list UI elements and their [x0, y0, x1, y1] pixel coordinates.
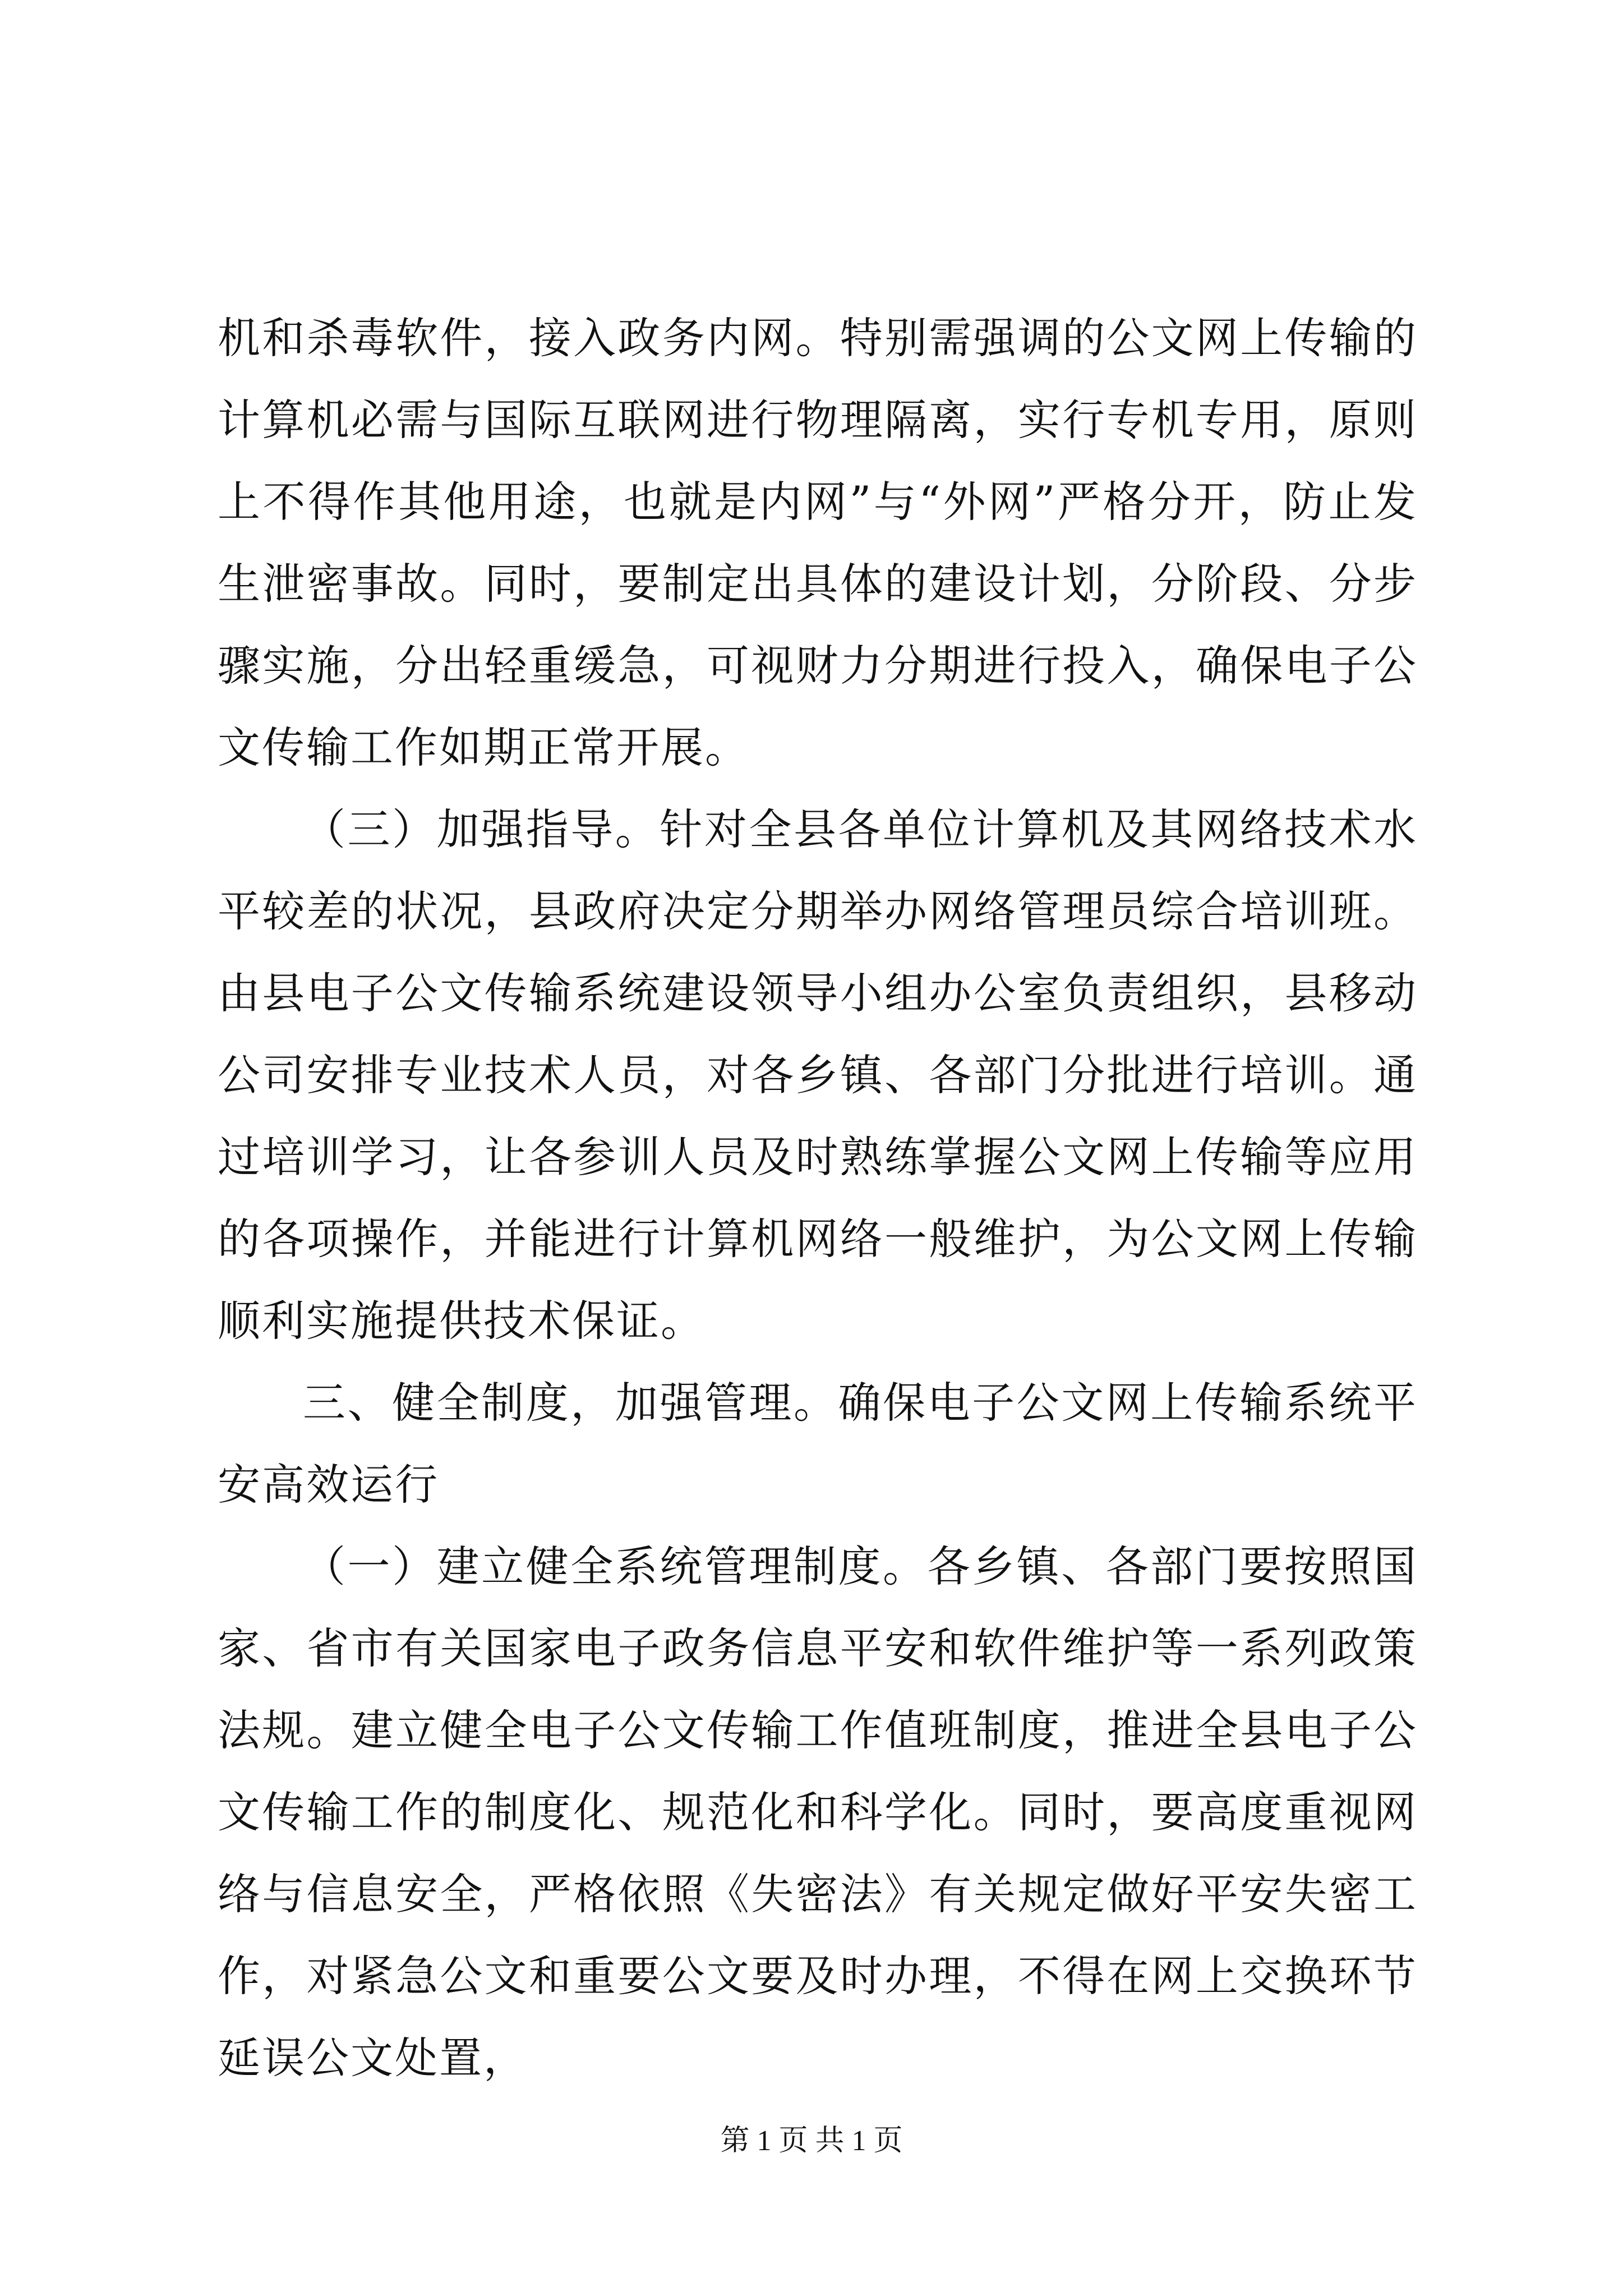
paragraph-2: （三）加强指导。针对全县各单位计算机及其网络技术水平较差的状况，县政府决定分期举办网络管理员综合培训班。由县电子公文传输系统建设领导小组办公室负责组织，县移动公司安排专业技术人员，对各乡镇、各部门分批进行培训。通过培训学习，让各参训人员及时熟练掌握公文网上传输等应用的各项操作，并能进行计算机网络一般维护，为公文网上传输顺利实施提供技术保证。: [218, 804, 1418, 1346]
page-footer: 第 1 页 共 1 页: [720, 2125, 903, 2157]
paragraph-3: 三、健全制度，加强管理。确保电子公文网上传输系统平安高效运行: [218, 1378, 1418, 1510]
paragraph-1: 机和杀毒软件，接入政务内网。特别需强调的公文网上传输的计算机必需与国际互联网进行物理隔离，实行专机专用，原则上不得作其他用途，也就是内网”与“外网”严格分开，防止发生泄密事故。同时，要制定出具体的建设计划，分阶段、分步骤实施，分出轻重缓急，可视财力分期进行投入，确保电子公文传输工作如期正常开展。: [218, 313, 1418, 772]
document-body: [218, 297, 1418, 2099]
paragraph-4: （一）建立健全系统管理制度。各乡镇、各部门要按照国家、省市有关国家电子政务信息平安和软件维护等一系列政策法规。建立健全电子公文传输工作值班制度，推进全县电子公文传输工作的制度化、规范化和科学化。同时，要高度重视网络与信息安全，严格依照《失密法》有关规定做好平安失密工作，对紧急公文和重要公文要及时办理，不得在网上交换环节延误公文处置，: [218, 1542, 1418, 2083]
